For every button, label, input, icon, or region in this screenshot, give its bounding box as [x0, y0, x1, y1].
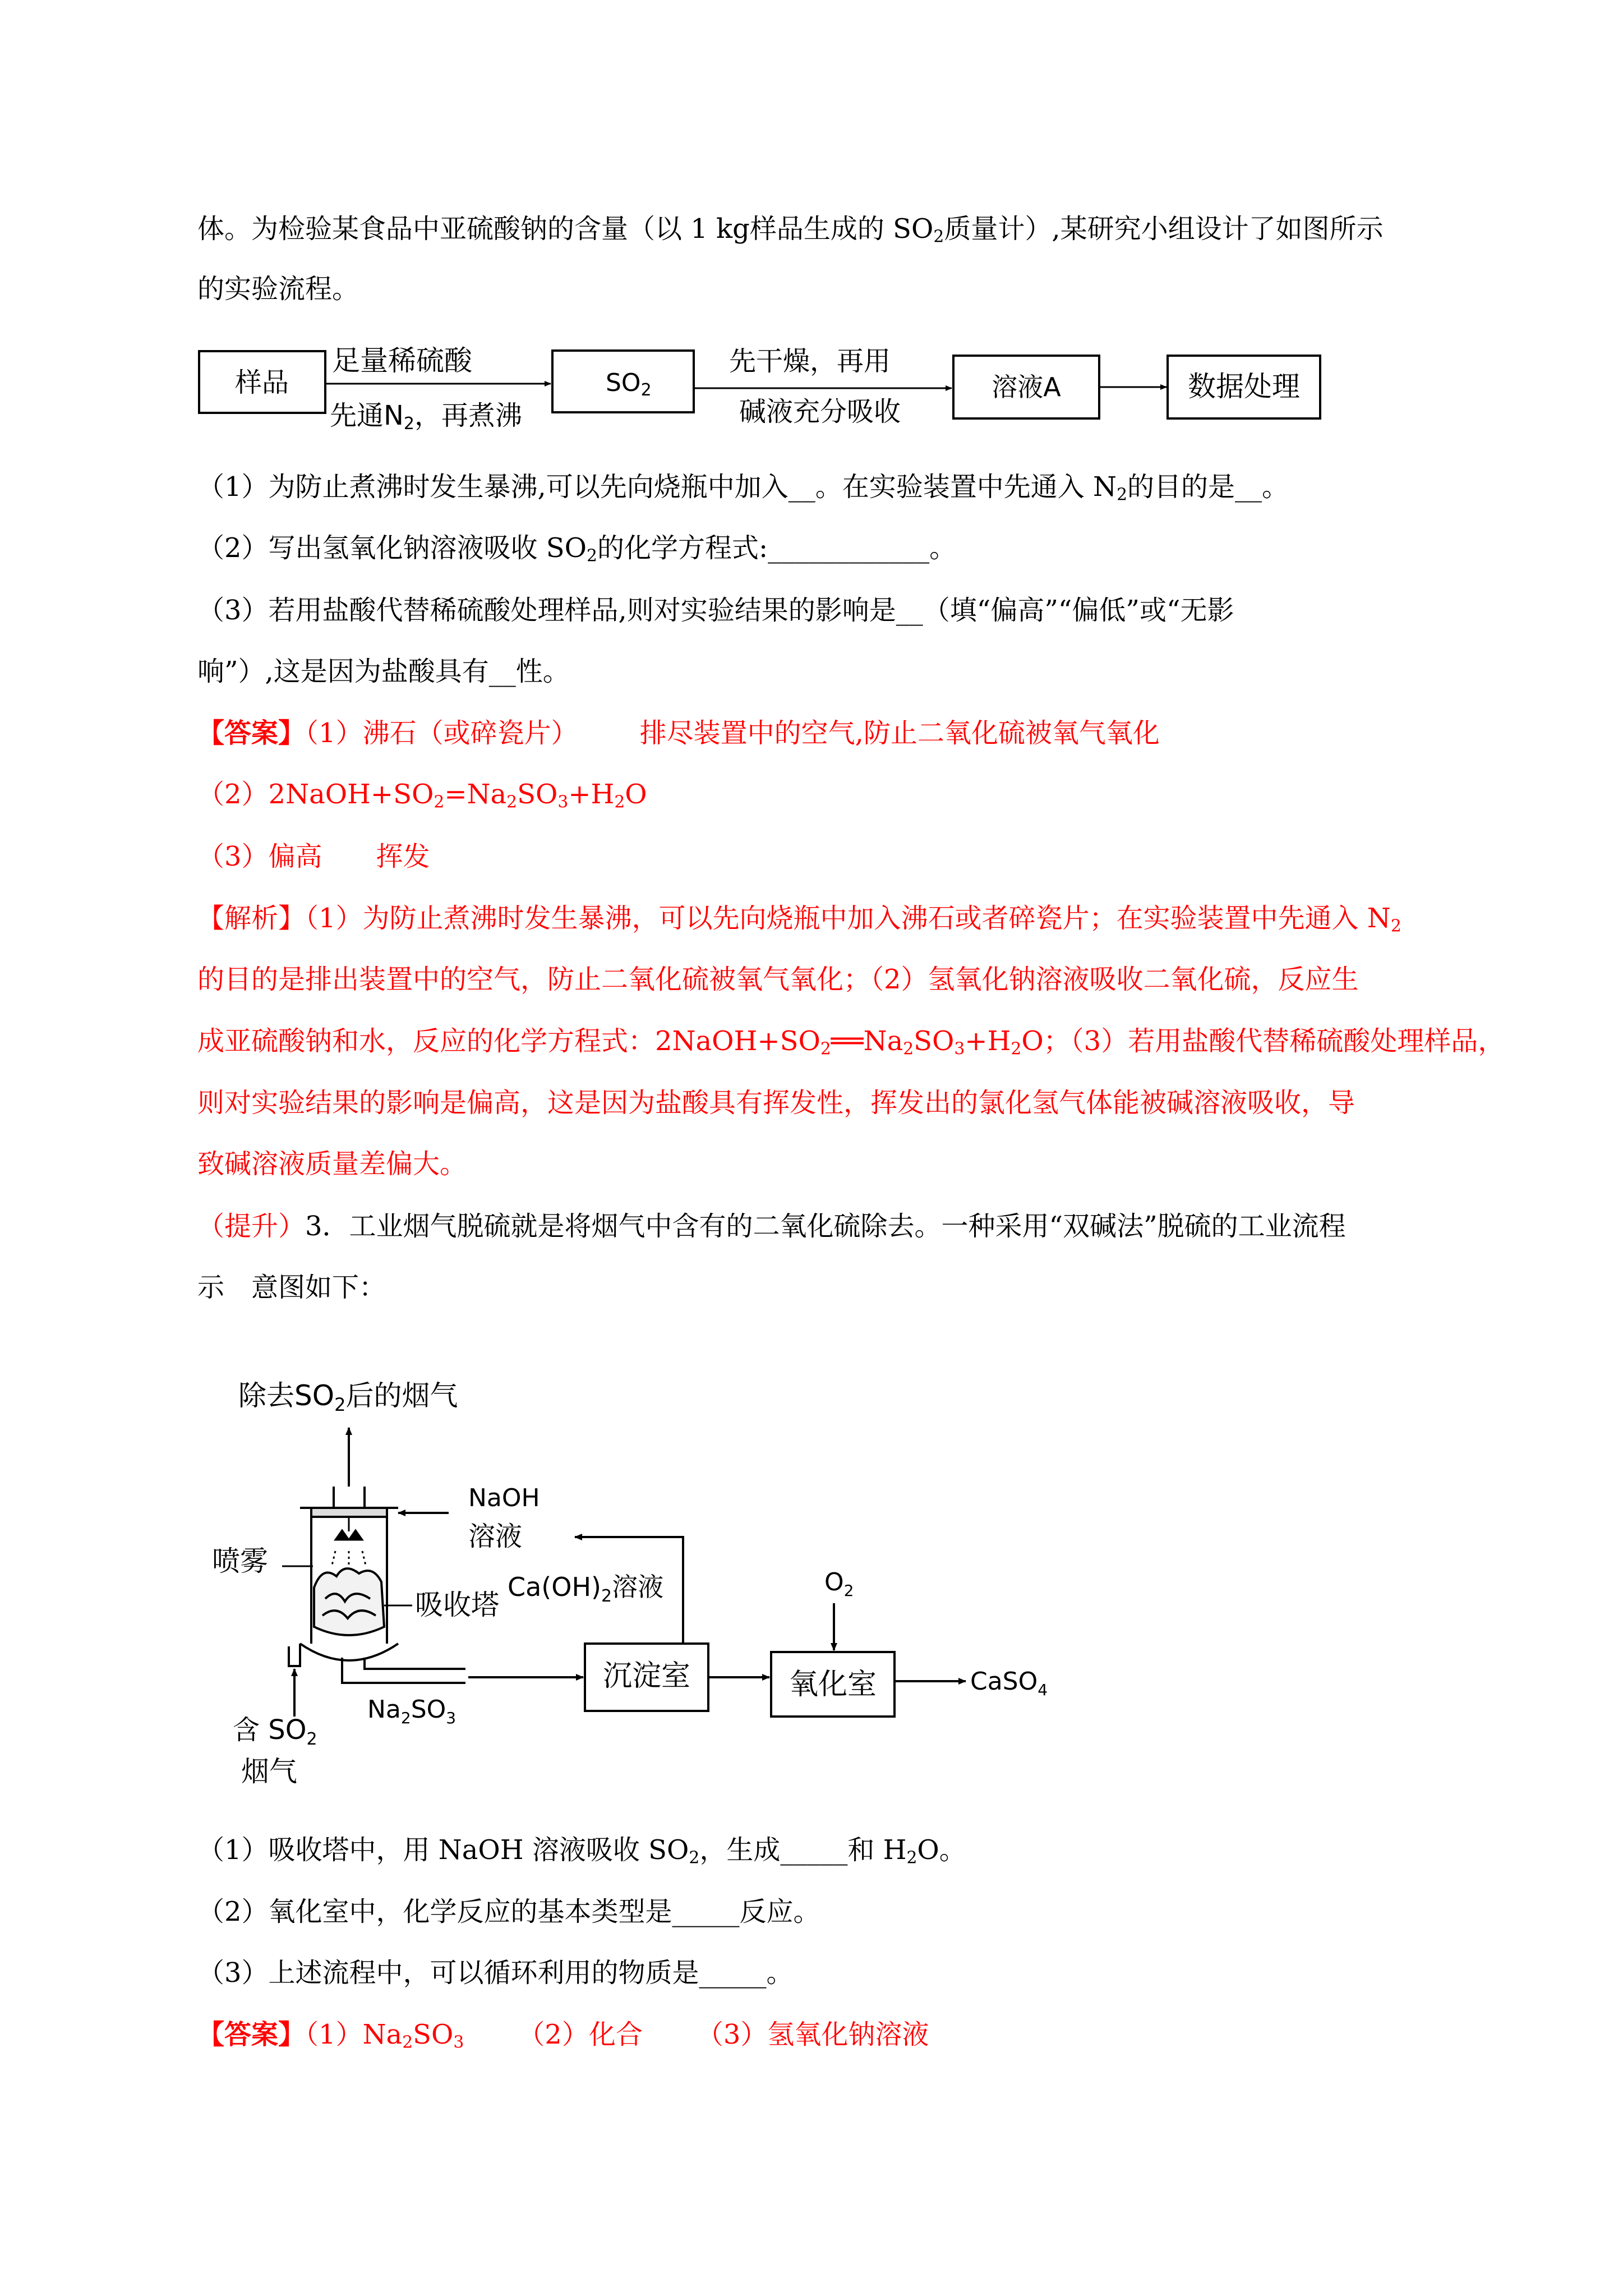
analysis-1-line-3: 成亚硫酸钠和水，反应的化学方程式：$2NaOH+SO_2══Na_2SO_3+H_2O$；（3）若用盐酸代替稀硫酸处理样品， — [197, 1025, 1505, 1059]
intro-line-2: 的实验流程。 — [197, 273, 359, 305]
inlet-label-1: 含 $SO_2$ — [233, 1714, 317, 1749]
question-3-1: （1）吸收塔中，用 NaOH 溶液吸收 $SO_2$，生成_____和 $H_2O$。 — [197, 1834, 966, 1868]
analysis-1-line-1: 【解析】（1）为防止煮沸时发生暴沸，可以先向烧瓶中加入沸石或者碎瓷片；在实验装置中先通入 $N_2$ — [197, 903, 1401, 936]
caso4-label: CaSO$_4$ — [970, 1667, 1048, 1699]
arrow-2-bottom-label: 碱液充分吸收 — [739, 396, 901, 427]
answer-1-line-3: （3）偏高 挥发 — [197, 841, 430, 872]
naoh-solution-label: 溶液 — [468, 1521, 523, 1552]
answer-1-line-1: 【答案】（1）沸石（或碎瓷片） 排尽装置中的空气,防止二氧化硫被氧气氧化 — [197, 717, 1160, 749]
question-3-3: （3）上述流程中，可以循环利用的物质是_____。 — [197, 1957, 794, 1989]
na2so3-label: $Na_2SO_3$ — [367, 1695, 457, 1727]
tower-label: 吸收塔 — [415, 1589, 499, 1621]
arrow-2-top-label: 先干燥，再用 — [729, 346, 891, 377]
solution-a-label: 溶液A — [992, 372, 1061, 402]
question-3-2: （2）氧化室中，化学反应的基本类型是_____反应。 — [197, 1896, 820, 1927]
inlet-label-2: 烟气 — [241, 1755, 297, 1788]
clean-gas-label: 除去$SO_2$后的烟气 — [238, 1379, 458, 1415]
intro-line-1: 体。为检验某食品中亚硫酸钠的含量（以 1 kg样品生成的 $SO_2$质量计）,某研究小组设计了如图所示 — [197, 213, 1384, 247]
problem-3-line-2: 示 意图如下： — [197, 1272, 386, 1303]
analysis-1-line-5: 致碱溶液质量差偏大。 — [197, 1148, 467, 1180]
answer-3: 【答案】$(1)Na_2SO_3$ （2）化合 （3）氢氧化钠溶液 — [197, 2019, 929, 2053]
question-1-1: （1）为防止煮沸时发生暴沸,可以先向烧瓶中加入__。在实验装置中先通入 $N_2$的目的是__。 — [197, 471, 1289, 505]
caoh2-label: $Ca(OH)_2$溶液 — [508, 1572, 664, 1606]
spray-nozzles — [332, 1517, 366, 1565]
absorption-tower — [300, 1487, 398, 1660]
analysis-1-line-4: 则对实验结果的影响是偏高，这是因为盐酸具有挥发性，挥发出的氯化氢气体能被碱溶液吸收，导 — [197, 1087, 1355, 1119]
gas-inlet-pipe — [289, 1644, 300, 1666]
sample-box-label: 样品 — [234, 367, 289, 398]
analysis-1-line-2: 的目的是排出装置中的空气，防止二氧化硫被氧气氧化；（2）氢氧化钠溶液吸收二氧化硫，反应生 — [197, 964, 1359, 995]
na2so3-pipe — [342, 1658, 465, 1683]
spray-label: 喷雾 — [212, 1545, 268, 1577]
question-1-2: （2）写出氢氧化钠溶液吸收 $SO_2$的化学方程式:____________。 — [197, 532, 957, 566]
o2-label: $O_2$ — [824, 1568, 854, 1600]
settling-room-label: 沉淀室 — [602, 1659, 691, 1693]
so2-box-label: SO2 — [606, 369, 652, 400]
answer-1-line-2: $(2)2NaOH+SO_2=Na_2SO_3+H_2O$ — [197, 779, 647, 812]
problem-3-line-1: （提升）3．工业烟气脱硫就是将烟气中含有的二氧化硫除去。一种采用“双碱法”脱硫的工业流程 — [197, 1211, 1346, 1242]
naoh-label: NaOH — [468, 1484, 540, 1512]
oxidation-room-label: 氧化室 — [789, 1668, 877, 1701]
question-1-3a: （3）若用盐酸代替稀硫酸处理样品,则对实验结果的影响是__（填“偏高”“偏低”或“无影 — [197, 595, 1234, 626]
arrow-1-top-label: 足量稀硫酸 — [332, 344, 472, 377]
arrow-1-bottom-label: 先通N2，再煮沸 — [330, 400, 523, 434]
question-1-3b: 响”）,这是因为盐酸具有__性。 — [197, 656, 570, 687]
data-processing-label: 数据处理 — [1188, 370, 1300, 403]
